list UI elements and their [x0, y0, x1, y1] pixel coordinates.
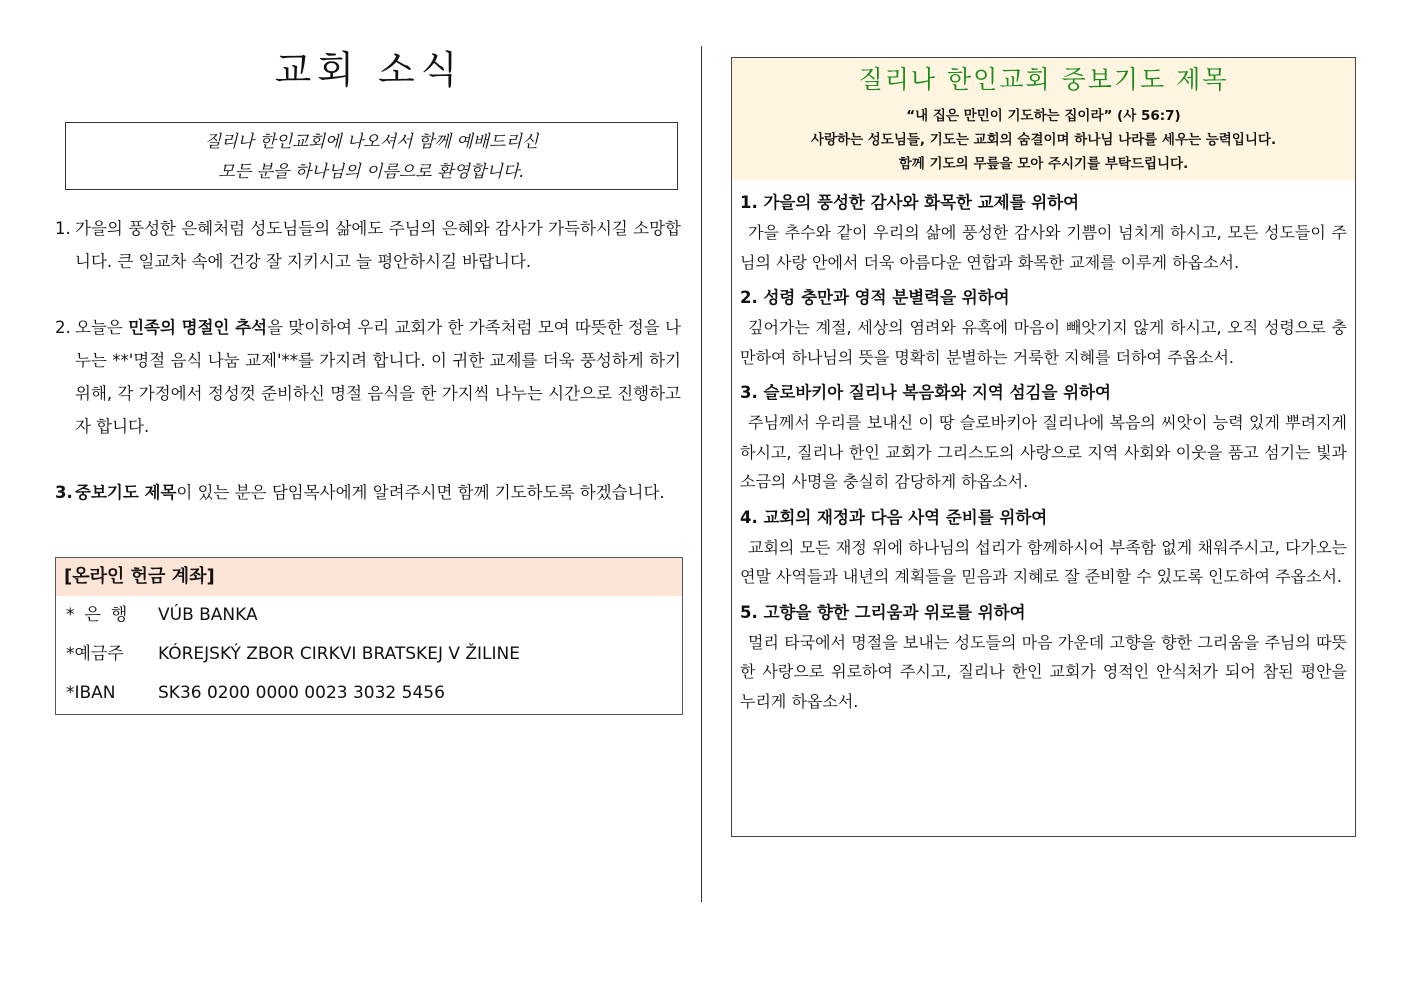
notice-text [75, 476, 683, 509]
welcome-box [65, 122, 678, 190]
prayer-item-text: 깊어가는 계절, 세상의 염려와 유혹에 마음이 빼앗기지 않게 하시고, 오직 성령으로 충만하여 하나님의 뜻을 명확히 분별하는 거룩한 지혜를 더하여 주옵소서. [740, 318, 1347, 367]
prayer-item-title: 4. 교회의 재정과 다음 사역 준비를 위하여 [740, 507, 1048, 527]
prayer-item-title: 3. 슬로바키아 질리나 복음화와 지역 섬김을 위하여 [740, 383, 1111, 402]
prayer-requests-box [731, 57, 1356, 837]
notice-number: 2. [55, 318, 71, 337]
account-iban-row [56, 674, 682, 714]
prayer-item-text: 주님께서 우리를 보내신 이 땅 슬로바키아 질리나에 복음의 씨앗이 능력 있게 뿌려지게 하시고, 질리나 한인 교회가 그리스도의 사랑으로 지역 사회와 이웃을 품고 섬기는 빛과 소금의 사명을 충실히 감당하게 하옵소서. [740, 413, 1347, 491]
prayer-intro-line-3: 함께 기도의 무릎을 모아 주시기를 부탁드립니다. [898, 156, 1189, 172]
prayer-intro-line-2: 사랑하는 성도님들, 기도는 교회의 숨결이며 하나님 나라를 세우는 능력입니다. [810, 132, 1277, 148]
notice-text-bold: 중보기도 제목 [75, 483, 177, 502]
prayer-item-title: 2. 성령 충만과 영적 분별력을 위하여 [740, 288, 1010, 307]
notice-item-2 [55, 311, 683, 443]
prayer-item-text: 가을 추수와 같이 우리의 삶에 풍성한 감사와 기쁨이 넘치게 하시고, 모든 성도들이 주님의 사랑 안에서 더욱 아름다운 연합과 화목한 교제를 이루게 하옵소서. [740, 223, 1347, 272]
notice-text [75, 311, 683, 443]
notice-number: 1. [55, 219, 71, 238]
prayer-intro-line-1: “내 집은 만민이 기도하는 집이라” (사 56:7) [906, 108, 1181, 124]
holder-value: KÓREJSKÝ ZBOR CIRKVI BRATSKEJ V ŽILINE [158, 644, 520, 664]
prayer-item-title: 5. 고향을 향한 그리움과 위로를 위하여 [740, 602, 1026, 622]
prayer-item-5 [740, 598, 1347, 717]
notice-item-1 [55, 212, 683, 278]
notice-item-3 [55, 476, 683, 509]
account-header: [온라인 헌금 계좌] [56, 558, 682, 596]
prayer-intro [732, 102, 1355, 180]
account-holder-row [56, 635, 682, 674]
prayer-list [732, 180, 1355, 716]
account-bank-row [56, 596, 682, 635]
prayer-item-1 [740, 188, 1347, 277]
prayer-title: 질리나 한인교회 중보기도 제목 [858, 65, 1229, 94]
notice-text-post: 을 맞이하여 우리 교회가 한 가족처럼 모여 따뜻한 정을 나누는 **'명절 음식 나눔 교제'**를 가지려 합니다. 이 귀한 교제를 더욱 풍성하게 하기 위해, 각 가정에서 정성껏 준비하신 명절 음식을 한 가지씩 나누는 시간으로 진행하고자 합니다. [75, 318, 681, 436]
welcome-line-1: 질리나 한인교회에 나오셔서 함께 예배드리신 [204, 132, 539, 152]
column-divider [701, 46, 702, 902]
notice-text-pre: 오늘은 [75, 318, 129, 337]
prayer-header [732, 58, 1355, 180]
notice-text-bold: 민족의 명절인 추석 [128, 318, 268, 337]
bank-value: VÚB BANKA [158, 605, 258, 625]
online-offering-account-box [55, 557, 683, 715]
welcome-line-2: 모든 분을 하나님의 이름으로 환영합니다. [218, 162, 525, 182]
notice-list [55, 212, 683, 509]
bank-label: *은행 [66, 605, 138, 625]
iban-label: *IBAN [66, 683, 116, 703]
prayer-item-4 [740, 503, 1347, 592]
notice-number: 3. [55, 483, 73, 502]
prayer-item-title: 1. 가을의 풍성한 감사와 화목한 교제를 위하여 [740, 193, 1080, 212]
iban-value: SK36 0200 0000 0023 3032 5456 [158, 683, 445, 703]
page-title: 교회 소식 [274, 48, 464, 92]
church-news-column [55, 40, 683, 715]
notice-text-post: 이 있는 분은 담임목사에게 알려주시면 함께 기도하도록 하겠습니다. [176, 483, 665, 502]
prayer-item-text: 멀리 타국에서 명절을 보내는 성도들의 마음 가운데 고향을 향한 그리움을 주님의 따뜻한 사랑으로 위로하여 주시고, 질리나 한인 교회가 영적인 안식처가 되어 참된 평안을 누리게 하옵소서. [740, 632, 1347, 711]
prayer-item-text: 교회의 모든 재정 위에 하나님의 섭리가 함께하시어 부족함 없게 채워주시고, 다가오는 연말 사역들과 내년의 계획들을 믿음과 지혜로 잘 준비할 수 있도록 인도하여 주옵소서. [740, 537, 1347, 586]
prayer-item-3 [740, 378, 1347, 497]
holder-label: *예금주 [66, 644, 124, 664]
prayer-item-2 [740, 283, 1347, 372]
notice-text: 가을의 풍성한 은혜처럼 성도님들의 삶에도 주님의 은혜와 감사가 가득하시길 소망합니다. 큰 일교차 속에 건강 잘 지키시고 늘 평안하시길 바랍니다. [75, 219, 681, 271]
